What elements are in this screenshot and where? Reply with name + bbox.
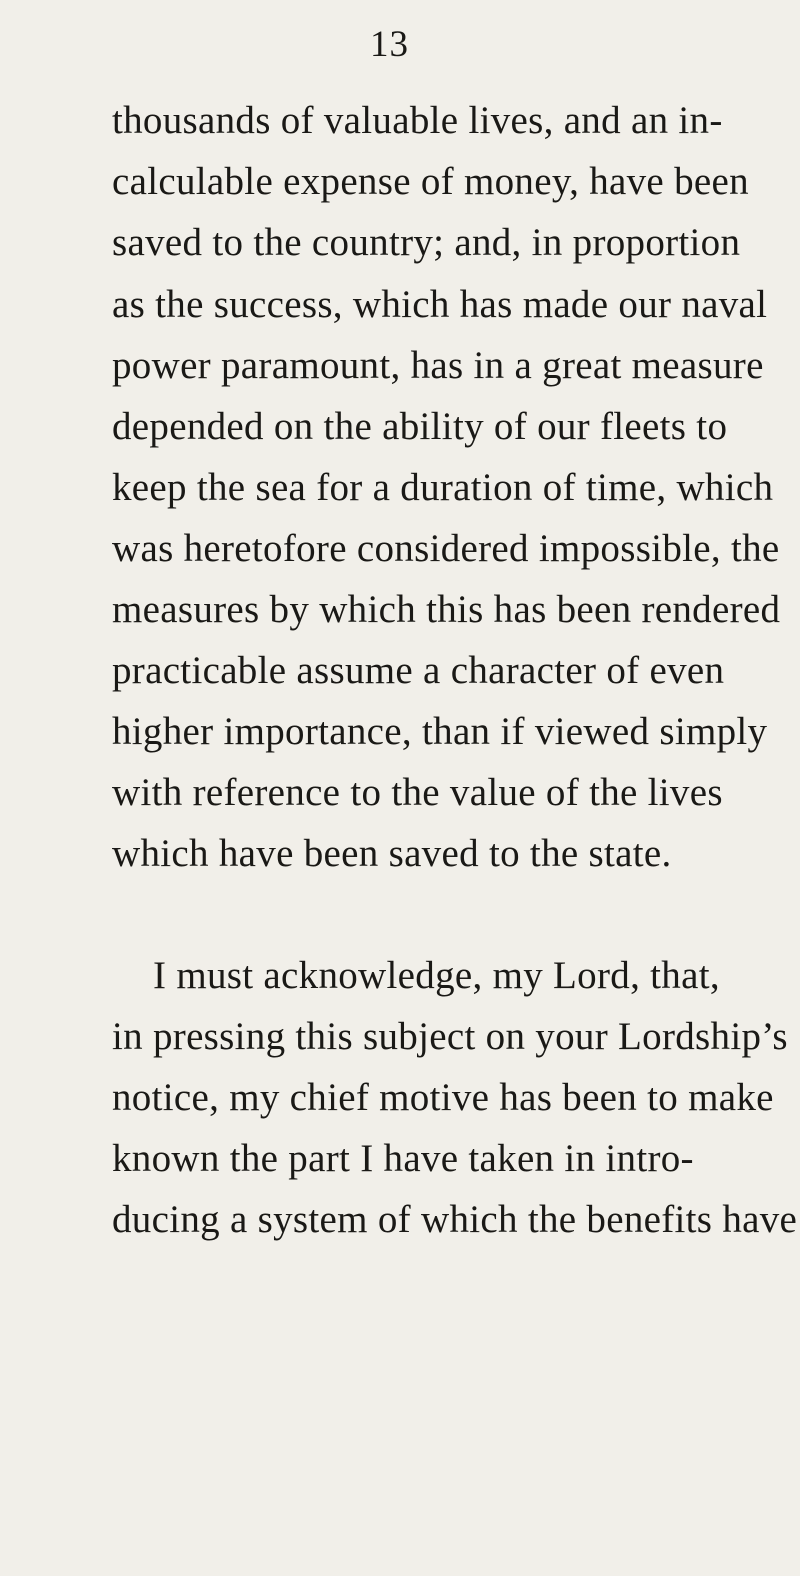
text-line: which have been saved to the state. <box>112 832 672 875</box>
text-line: higher importance, than if viewed simply <box>112 710 768 753</box>
text-line: depended on the ability of our fleets to <box>112 405 728 448</box>
text-line: calculable expense of money, have been <box>112 160 749 203</box>
text-line: in pressing this subject on your Lordship’s <box>112 1015 788 1058</box>
text-line: measures by which this has been rendered <box>112 588 781 631</box>
text-line: with reference to the value of the lives <box>112 771 723 814</box>
text-line: saved to the country; and, in proportion <box>112 221 741 264</box>
text-line: was heretofore considered impossible, the <box>112 527 780 570</box>
text-line: keep the sea for a duration of time, which <box>112 466 774 509</box>
text-line: known the part I have taken in intro- <box>112 1137 694 1180</box>
text-line: I must acknowledge, my Lord, that, <box>153 954 720 997</box>
text-line: power paramount, has in a great measure <box>112 344 764 387</box>
text-line: ducing a system of which the benefits have <box>112 1198 798 1241</box>
text-line: notice, my chief motive has been to make <box>112 1076 774 1119</box>
page-number: 13 <box>370 24 409 65</box>
text-line: practicable assume a character of even <box>112 649 725 692</box>
text-line: as the success, which has made our naval <box>112 283 768 326</box>
text-line: thousands of valuable lives, and an in- <box>112 99 723 142</box>
